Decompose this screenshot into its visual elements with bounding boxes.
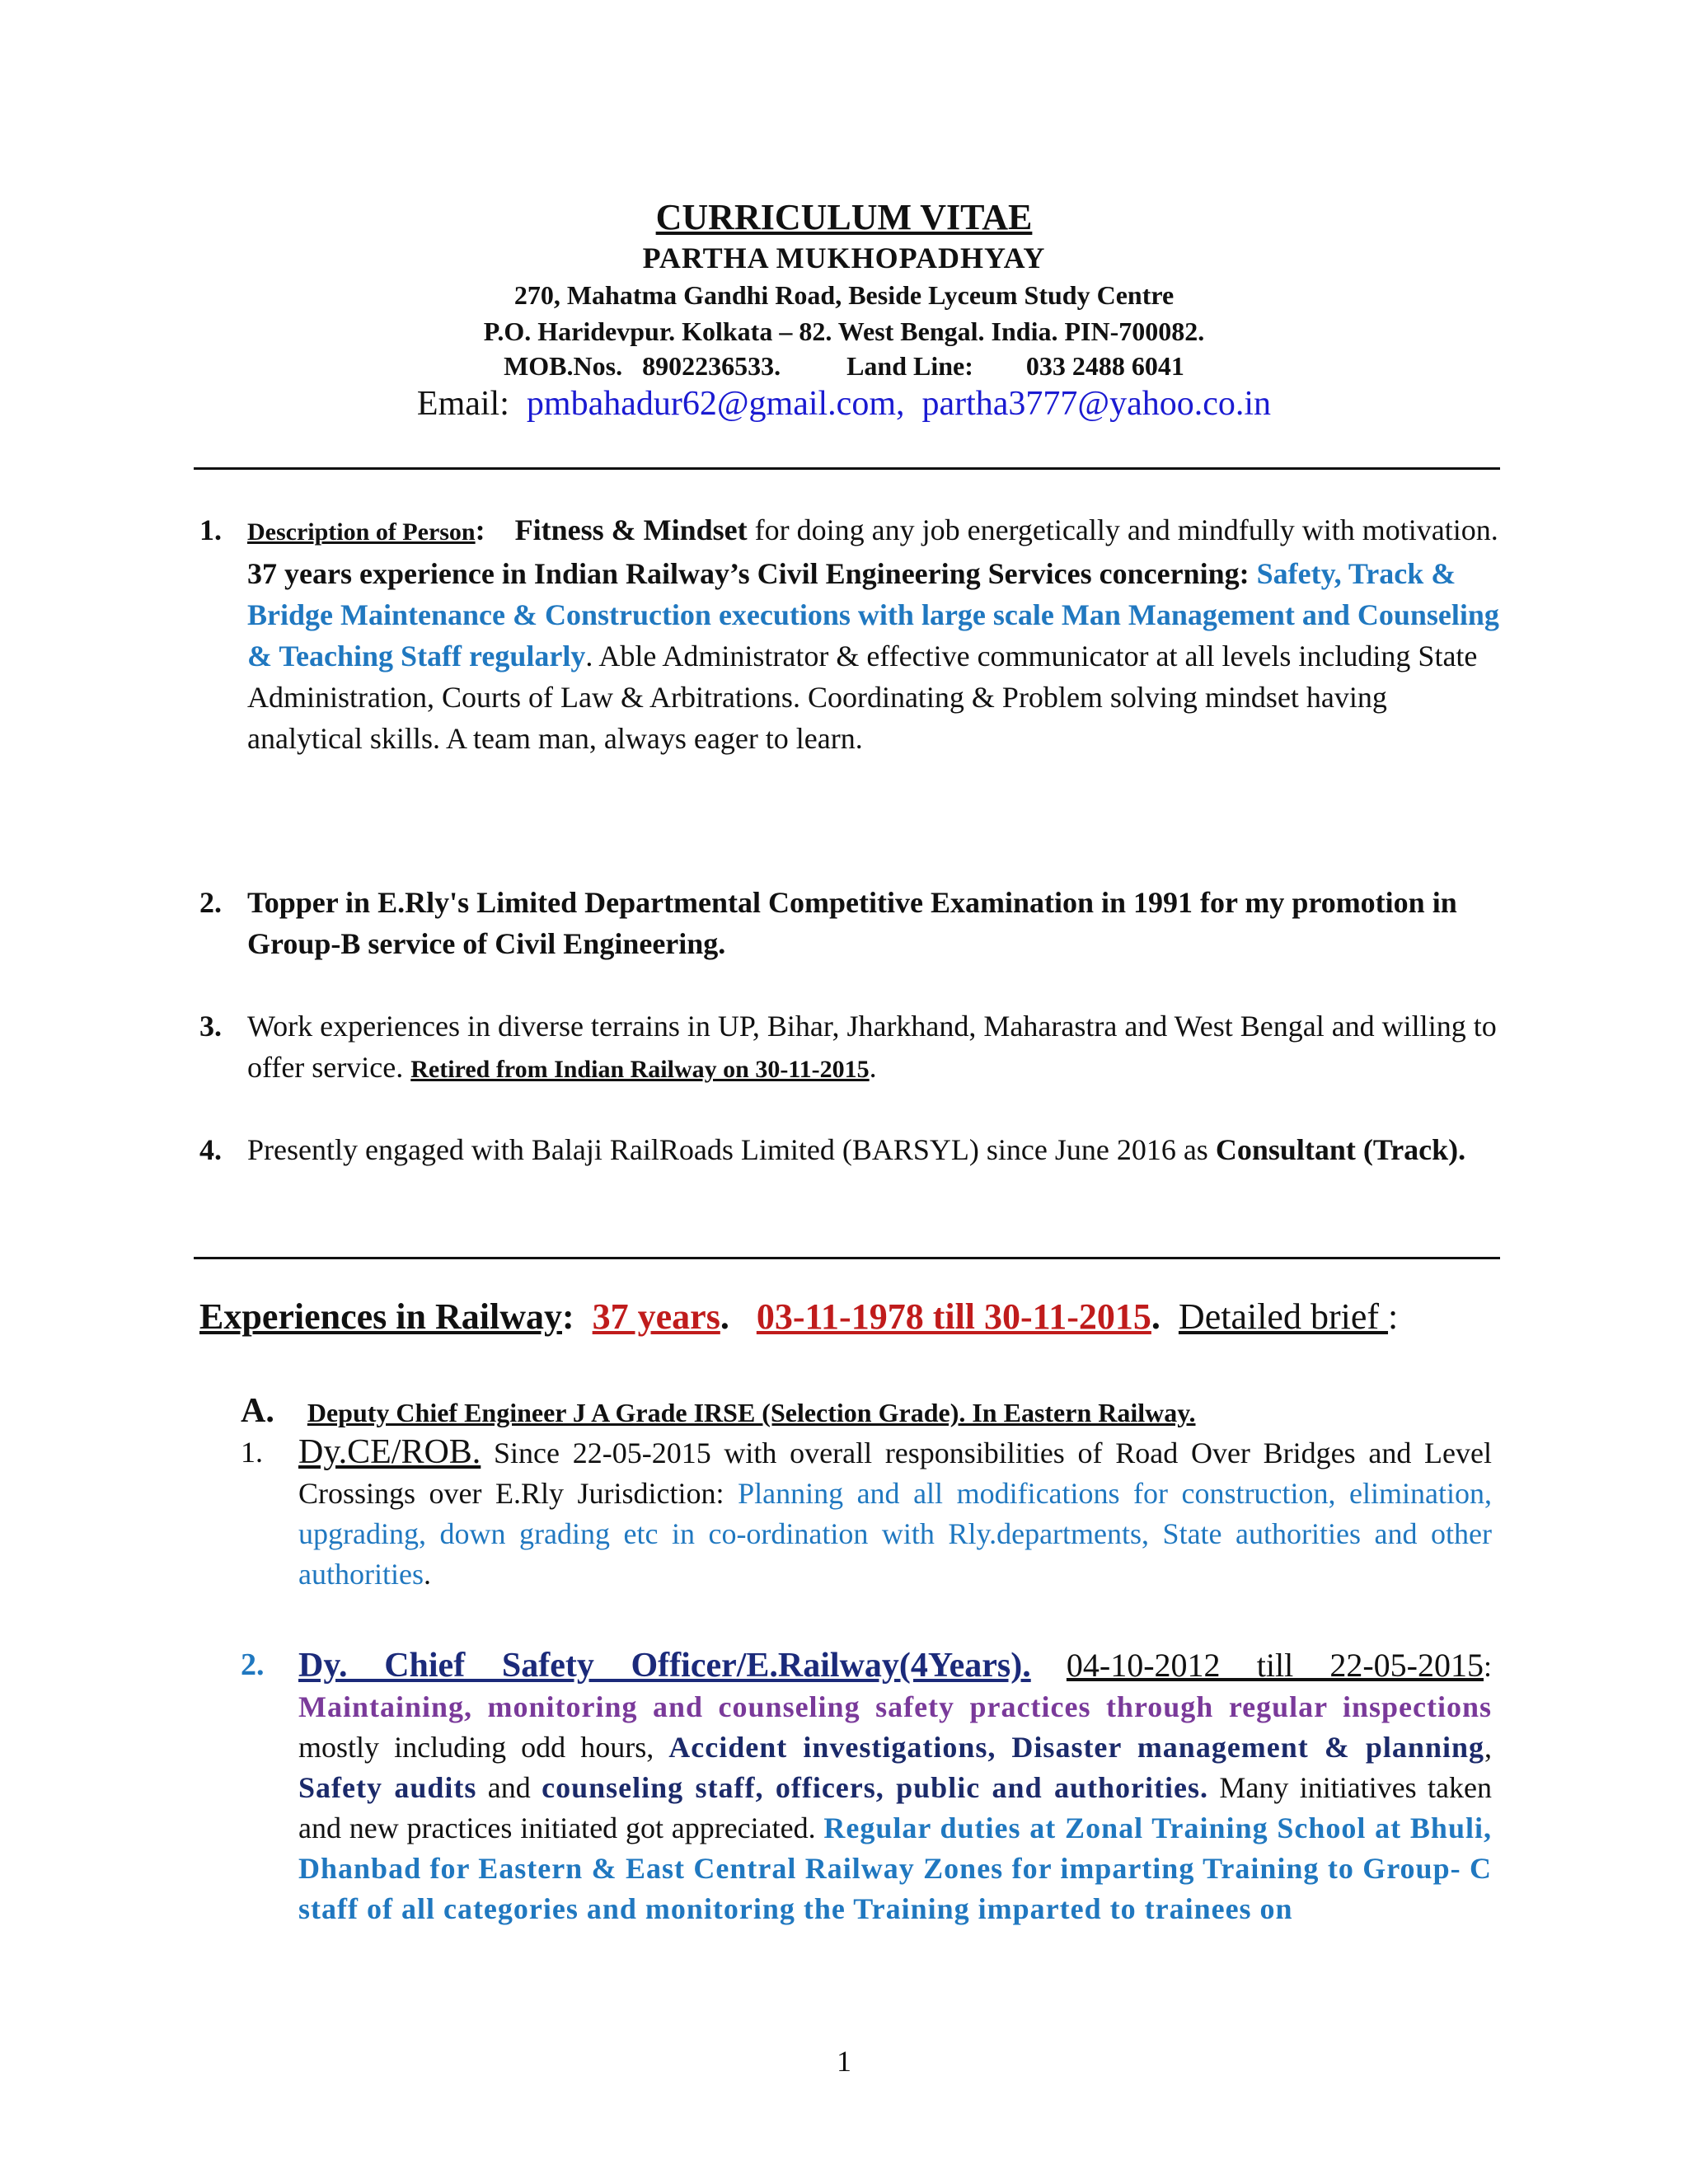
point-number: 4. — [199, 1133, 222, 1166]
address-line-1: 270, Mahatma Gandhi Road, Beside Lyceum Study Centre — [513, 280, 1175, 310]
point-number: 2. — [199, 886, 222, 919]
contact-emails — [0, 384, 1688, 424]
point-3: 3. Work experiences in diverse terrains in UP, Bihar, Jharkhand, Maharastra and West Bengal and willing to offer service. Retired from Indian Railway on 30-11-2015. — [247, 1005, 1500, 1090]
point-1: 1. Description of Person: Fitness & Mindset for doing any job energetically and mindfully with motivation. 37 years experience in Indian Railway’s Civil Engineering Services concerning: Safety, Track & Bridge Maintenance & Construction executions with large scale Man Management and Counseling & Teaching Staff regularly. Able Administrator & effective communicator at all levels including State Administration, Courts of Law & Arbitrations. Coordinating & Problem solving mindset having analytical skills. A team man, always eager to learn. — [247, 509, 1500, 759]
point-4: 4. Presently engaged with Balaji RailRoads Limited (BARSYL) since June 2016 as Consultant (Track). — [247, 1129, 1500, 1170]
email-link-1[interactable]: pmbahadur62@gmail.com, — [526, 385, 905, 423]
subitem-1: 1. Dy.CE/ROB. Since 22-05-2015 with overall responsibilities of Road Over Bridges and Level Crossings over E.Rly Jurisdiction: Planning and all modifications for construction, elimination, upgrading, down grading etc in co-ordination with Rly.departments, State authorities and other authorities. — [241, 1433, 1492, 1591]
section-a-heading: A. Deputy Chief Engineer J A Grade IRSE (Selection Grade). In Eastern Railway. — [241, 1392, 1196, 1430]
address-line-2: P.O. Haridevpur. Kolkata – 82. West Bengal. India. PIN-700082. — [483, 316, 1205, 346]
point-label: Description of Person — [247, 518, 476, 546]
divider-top — [194, 467, 1500, 470]
subitem-number: 1. — [241, 1436, 263, 1469]
experience-range: 03-11-1978 till 30-11-2015 — [756, 1296, 1151, 1337]
subitem-2: 2. Dy. Chief Safety Officer/E.Railway(4Years). 04-10-2012 till 22-05-2015: Maintaining, monitoring and counseling safety practices through regular inspections mostly including odd hours, Accident investigations, Disaster management & planning, Safety audits and counseling staff, officers, public and authorities. Many initiatives taken and new practices initiated got appreciated. Regular duties at Zonal Training School at Bhuli, Dhanbad for Eastern & East Central Railway Zones for imparting Training to Group- C staff of all categories and monitoring the Training imparted to trainees on — [241, 1647, 1493, 1925]
point-number: 1. — [199, 513, 222, 546]
landline-label: Land Line: — [846, 351, 973, 381]
subitem-number: 2. — [241, 1647, 265, 1682]
contact-phones — [0, 351, 1688, 382]
divider-middle — [194, 1257, 1500, 1259]
landline-number: 033 2488 6041 — [1025, 351, 1184, 381]
experience-heading: Experiences in Railway: 37 years. 03-11-1978 till 30-11-2015. Detailed brief : — [199, 1296, 1399, 1337]
point-number: 3. — [199, 1010, 222, 1043]
email-label: Email: — [416, 385, 509, 423]
mob-label: MOB.Nos. — [504, 351, 623, 381]
experience-years: 37 years — [592, 1296, 720, 1337]
mob-number: 8902236533. — [642, 351, 781, 381]
point-2: 2. Topper in E.Rly's Limited Departmental Competitive Examination in 1991 for my promotion in Group-B service of Civil Engineering. — [247, 882, 1500, 964]
document-title: CURRICULUM VITAE — [655, 197, 1033, 237]
page-number: 1 — [837, 2045, 851, 2078]
person-name: PARTHA MUKHOPADHYAY — [642, 241, 1046, 274]
email-link-2[interactable]: partha3777@yahoo.co.in — [921, 385, 1272, 423]
